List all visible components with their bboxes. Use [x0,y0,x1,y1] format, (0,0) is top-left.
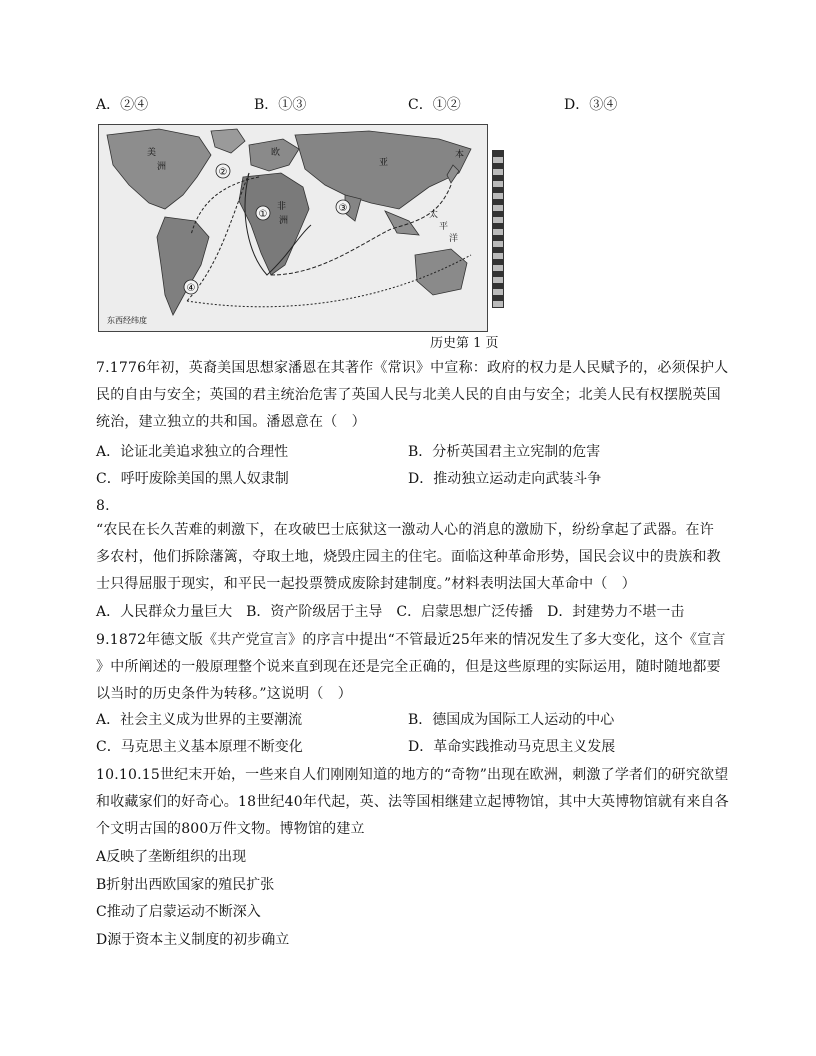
page-caption: 历史第 1 页 [430,336,499,351]
q7-option-d: D．推动独立运动走向武装斗争 [408,471,602,487]
q6-option-c: C．①② [408,97,461,113]
q10-option-d: D源于资本主义制度的初步确立 [96,932,290,948]
q9-option-c: C．马克思主义基本原理不断变化 [96,739,303,755]
map-char-2: 美 [147,148,157,158]
map-scale-bar [492,150,504,308]
q9-stem-line-3: 以当时的历史条件为转移。”这说明（ ） [96,686,352,702]
map-char-9: 平 [439,222,449,232]
q8-number: 8. [96,498,110,514]
map-char-7: 洲 [279,216,289,226]
q9-option-b: B．德国成为国际工人运动的中心 [408,712,615,728]
map-char-4: 欧 [271,148,281,158]
q8-stem-line-2: 多农村，他们拆除藩篱，夺取土地，烧毁庄园主的住宅。面临这种革命形势，国民会议中的贵族和教 [96,549,721,565]
q10-option-c: C推动了启蒙运动不断深入 [96,904,261,920]
q6-option-b: B．①③ [254,97,307,113]
q7-stem-line-3: 统治，建立独立的共和国。潘恩意在（ ） [96,414,366,430]
q9-stem-line-2: 》中所阐述的一般原理整个说来直到现在还是完全正确的，但是这些原理的实际运用，随时随地都要 [96,659,721,675]
q8-stem-line-1: “农民在长久苦难的刺激下，在攻破巴士底狱这一激动人心的消息的激励下，纷纷拿起了武器。在许 [96,522,714,538]
route-label-2: ② [218,167,228,178]
map-char-10: 洋 [449,234,459,244]
world-map-image [99,125,487,331]
q8-options: A．人民群众力量巨大 B．资产阶级居于主导 C．启蒙思想广泛传播 D．封建势力不堪一击 [96,604,685,620]
q9-option-d: D．革命实践推动马克思主义发展 [408,739,616,755]
q10-stem-line-1: 10.10.15世纪末开始，一些来自人们刚刚知道的地方的“奇物”出现在欧洲，刺激了学者们的研究欲望 [96,767,729,783]
map-char-1: 本 [455,150,465,160]
map-bottom-label: 东西经纬度 [107,316,147,325]
q6-option-a: A．②④ [96,97,149,113]
q10-option-a: A反映了垄断组织的出现 [96,849,247,865]
q7-option-b: B．分析英国君主立宪制的危害 [408,444,601,460]
q9-stem-line-1: 9.1872年德文版《共产党宣言》的序言中提出“不管最近25年来的情况发生了多大变化，这个《宣言 [96,632,726,648]
map-char-5: 亚 [379,158,389,168]
map-char-6: 非 [277,202,287,212]
q10-option-b: B折射出西欧国家的殖民扩张 [96,877,275,893]
map-char-3: 洲 [157,162,167,172]
map-char-8: 太 [429,210,439,220]
q7-option-a: A．论证北美追求独立的合理性 [96,444,289,460]
q9-option-a: A．社会主义成为世界的主要潮流 [96,712,303,728]
q7-option-c: C．呼吁废除美国的黑人奴隶制 [96,471,289,487]
route-label-3: ③ [338,203,348,214]
world-map-figure [98,124,488,332]
q7-stem-line-1: 7.1776年初，英裔美国思想家潘恩在其著作《常识》中宣称：政府的权力是人民赋予的，必须保护人 [96,360,729,376]
q10-stem-line-3: 个文明古国的800万件文物。博物馆的建立 [96,821,365,837]
q6-option-d: D．③④ [564,97,618,113]
q7-stem-line-2: 民的自由与安全；英国的君主统治危害了英国人民与北美人民的自由与安全；北美人民有权摆脱英国 [96,387,721,403]
q10-stem-line-2: 和收藏家们的好奇心。18世纪40年代起，英、法等国相继建立起博物馆，其中大英博物馆就有来自各 [96,794,729,810]
route-label-4: ④ [186,283,196,294]
q8-stem-line-3: 士只得屈服于现实，和平民一起投票赞成废除封建制度。”材料表明法国大革命中（ ） [96,576,636,592]
route-label-1: ① [258,209,268,220]
